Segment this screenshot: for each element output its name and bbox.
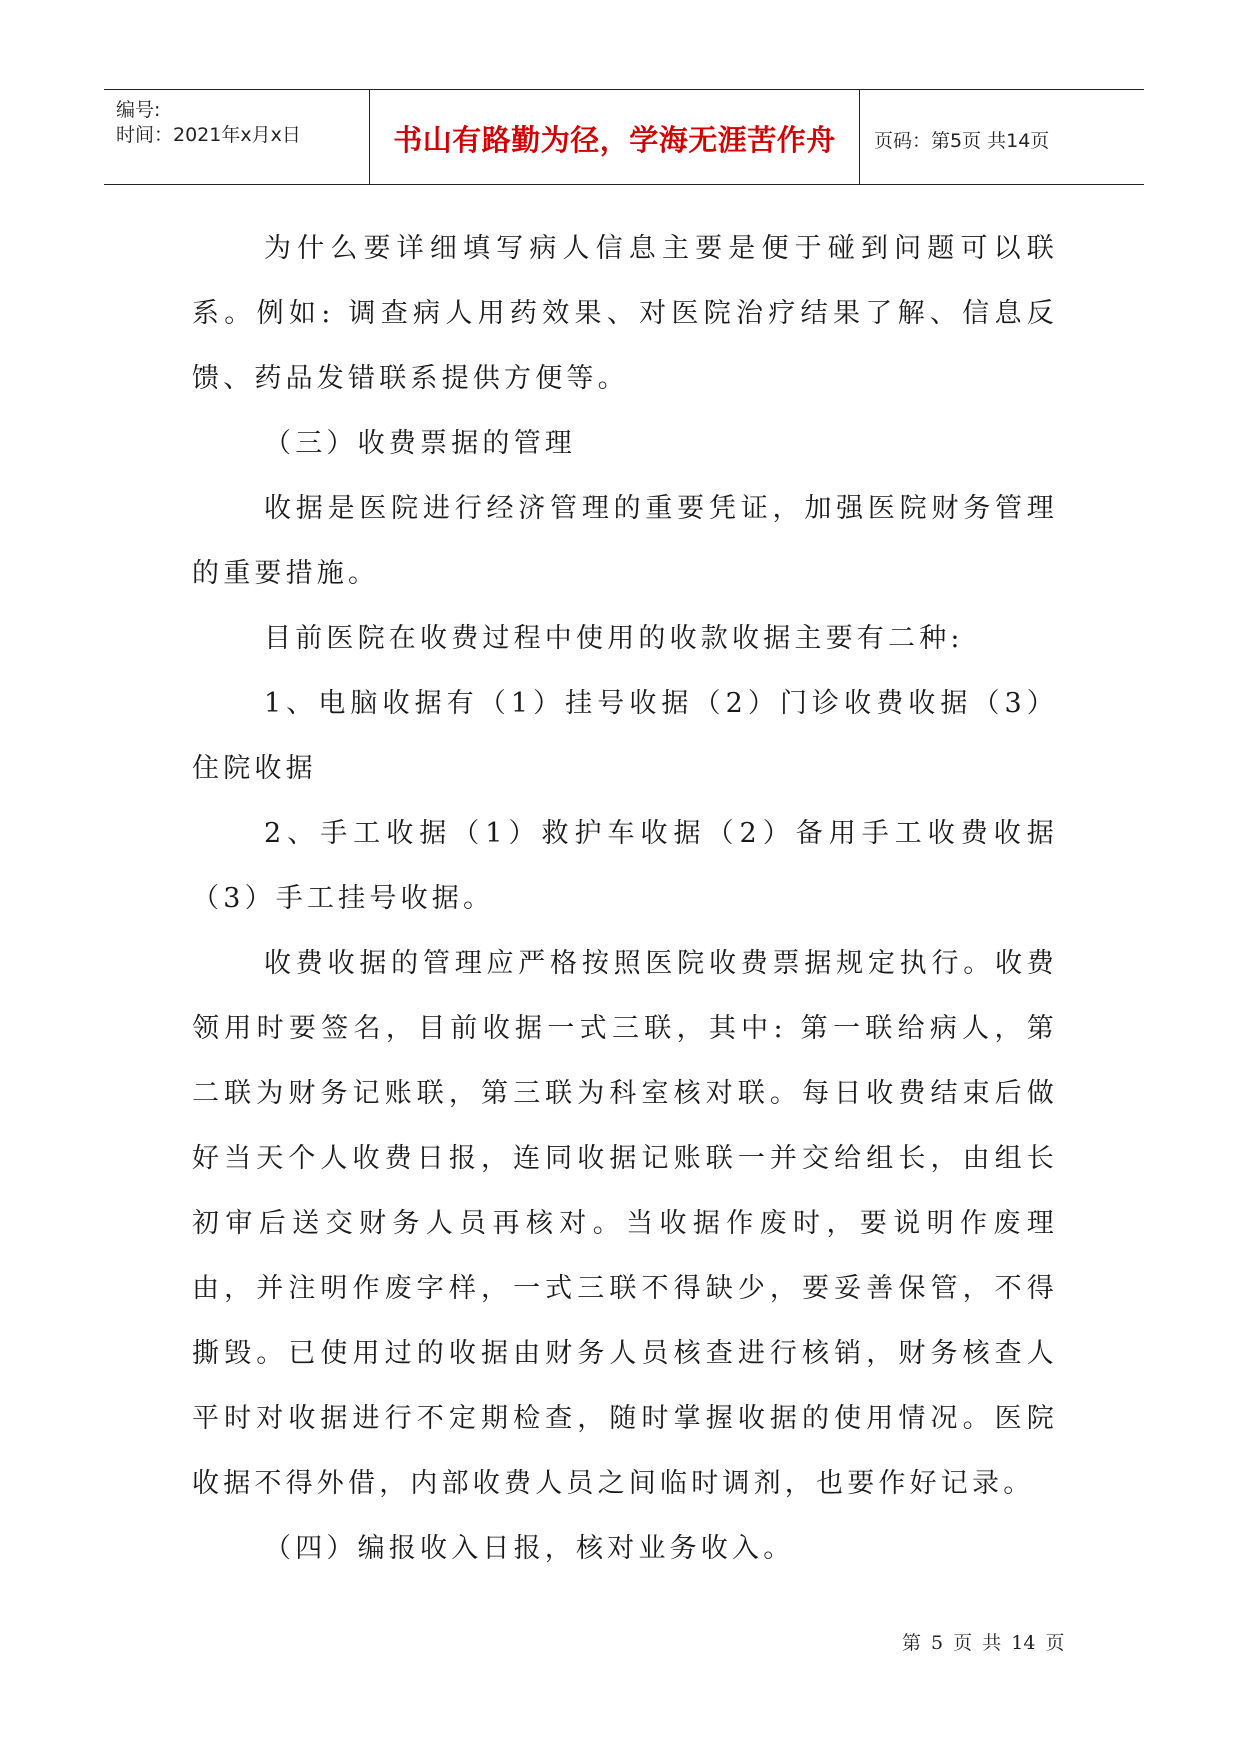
document-time-label: 时间：2021年x月x日 bbox=[116, 124, 301, 146]
list-item-computer-receipts: 1、电脑收据有（1）挂号收据（2）门诊收费收据（3）住院收据 bbox=[192, 688, 1058, 784]
page-footer: 第 5 页 共 14 页 bbox=[902, 1632, 1065, 1654]
section-heading-daily-report: （四）编报收入日报，核对业务收入。 bbox=[264, 1533, 795, 1564]
section-heading-receipt-management: （三）收费票据的管理 bbox=[264, 428, 576, 459]
document-number-label: 编号: bbox=[116, 99, 161, 121]
header-meta-cell bbox=[104, 90, 370, 184]
document-body bbox=[192, 216, 1058, 1581]
page-header bbox=[104, 89, 1144, 185]
paragraph-receipt-rules: 收费收据的管理应严格按照医院收费票据规定执行。收费领用时要签名，目前收据一式三联，其中: 第一联给病人，第二联为财务记账联，第三联为科室核对联。每日收费结束后做好当天个人收费日报，连同收据记账联一并交给组长，由组长初审后送交财务人员再核对。当收据作废时，要说明作废理由，并注明作废字样，一式三联不得缺少，要妥善保管，不得撕毁。已使用过的收据由财务人员核查进行核销，财务核查人平时对收据进行不定期检查，随时掌握收据的使用情况。医院收据不得外借，内部收费人员之间临时调剂，也要作好记录。 bbox=[192, 948, 1058, 1499]
list-item-manual-receipts: 2、手工收据（1）救护车收据（2）备用手工收费收据（3）手工挂号收据。 bbox=[192, 818, 1058, 914]
paragraph-receipt-types-intro: 目前医院在收费过程中使用的收款收据主要有二种: bbox=[264, 623, 964, 654]
header-page-info: 页码：第5页 共14页 bbox=[874, 130, 1050, 152]
header-motto: 书山有路勤为径，学海无涯苦作舟 bbox=[393, 123, 836, 157]
header-motto-cell bbox=[370, 90, 860, 184]
paragraph-patient-info: 为什么要详细填写病人信息主要是便于碰到问题可以联系。例如: 调查病人用药效果、对医院治疗结果了解、信息反馈、药品发错联系提供方便等。 bbox=[192, 233, 1058, 394]
header-page-cell bbox=[860, 90, 1144, 184]
paragraph-receipt-importance: 收据是医院进行经济管理的重要凭证，加强医院财务管理的重要措施。 bbox=[192, 493, 1058, 589]
